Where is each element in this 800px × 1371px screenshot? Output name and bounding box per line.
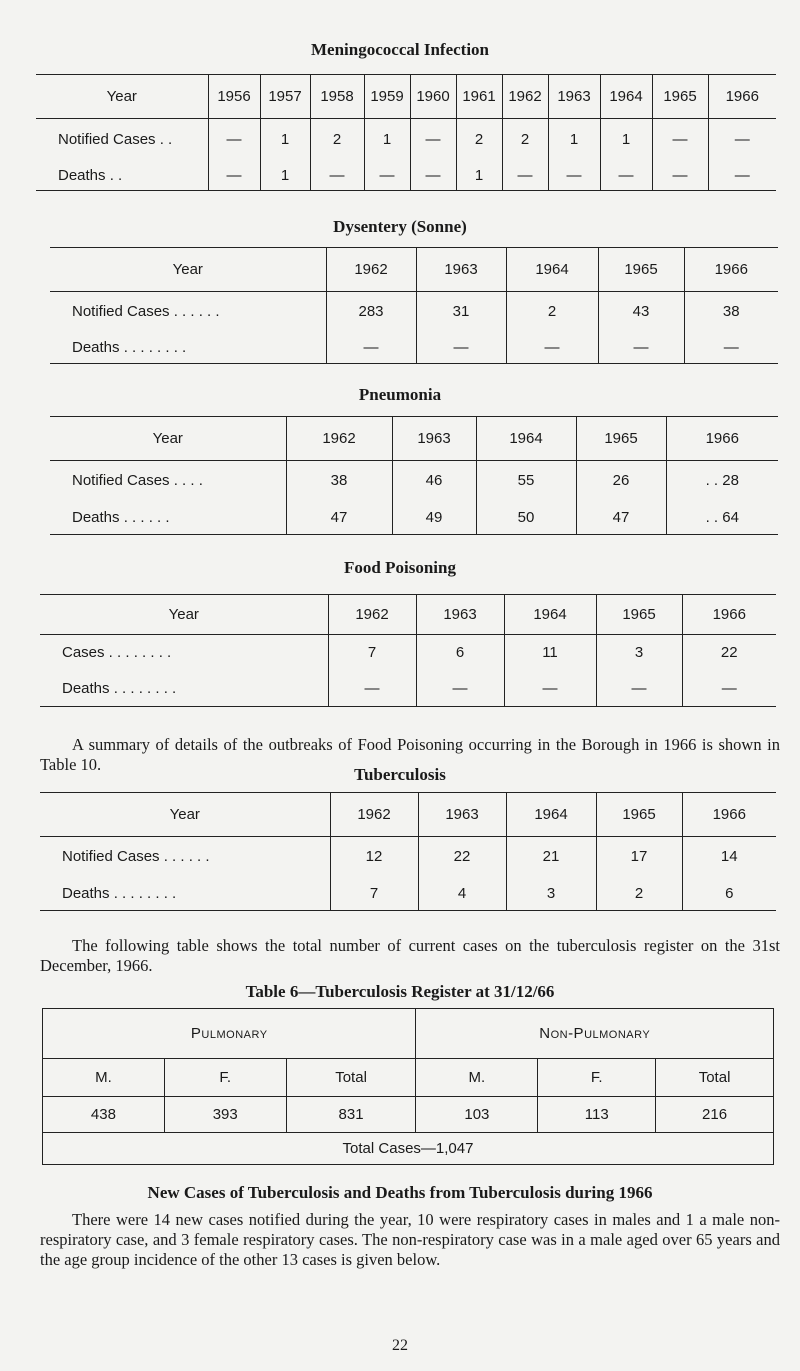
header-cell: 1964	[476, 417, 576, 461]
table-header-row	[40, 793, 776, 837]
table-cell: —	[652, 119, 708, 161]
table-cell: 46	[392, 461, 476, 501]
table-cell: 12	[330, 837, 418, 877]
table-header-row	[40, 595, 776, 635]
dysentery-table	[50, 247, 778, 364]
table-header-row	[36, 75, 776, 119]
new-cases-paragraph	[40, 1210, 780, 1270]
table-cell: 1	[548, 119, 600, 161]
food-poisoning-table	[40, 594, 776, 707]
table-cell: 1	[260, 119, 310, 161]
row-label: Notified Cases . . . . . .	[72, 303, 220, 321]
table-cell: 11	[504, 635, 596, 671]
table-cell: 47	[286, 501, 392, 535]
table-cell: —	[506, 332, 598, 364]
table-cell: —	[326, 332, 416, 364]
table-cell: —	[416, 671, 504, 707]
table-cell: —	[708, 161, 776, 191]
tuberculosis-title: Tuberculosis	[354, 765, 446, 784]
table-cell: 17	[596, 837, 682, 877]
table-cell: —	[310, 161, 364, 191]
table-cell: —	[208, 119, 260, 161]
header-cell: 1961	[456, 75, 502, 119]
table-cell: 283	[326, 292, 416, 332]
register-total-row	[43, 1133, 774, 1165]
table-cell: —	[504, 671, 596, 707]
header-cell: 1965	[576, 417, 666, 461]
register-subheader-row	[43, 1059, 774, 1097]
table-cell: 438	[43, 1097, 165, 1133]
new-cases-text: There were 14 new cases notified during the year, 10 were respiratory cases in males and 1 a male non-respiratory case, and 3 female respiratory cases. The non-respiratory case was in a male aged over 65 years and the age group incidence of the other 13 cases is given below.	[40, 1210, 780, 1269]
total-cases: Total Cases—1,047	[43, 1133, 774, 1165]
register-intro	[40, 936, 780, 976]
header-cell: 1958	[310, 75, 364, 119]
table-cell: —	[548, 161, 600, 191]
table-cell: 2	[506, 292, 598, 332]
table-cell: 831	[286, 1097, 416, 1133]
table-cell: . . 64	[666, 501, 778, 535]
table-cell: 4	[418, 877, 506, 911]
table-cell: —	[410, 119, 456, 161]
table-header-row	[50, 417, 778, 461]
page-number: 22	[392, 1337, 408, 1354]
table-cell: 103	[416, 1097, 538, 1133]
table-cell: —	[596, 671, 682, 707]
row-label: Notified Cases . .	[58, 131, 173, 149]
header-cell: 1959	[364, 75, 410, 119]
header-cell: 1962	[502, 75, 548, 119]
header-cell: 1966	[666, 417, 778, 461]
table-cell: —	[416, 332, 506, 364]
table-cell: 3	[506, 877, 596, 911]
table-row	[36, 119, 776, 161]
row-label: Deaths . . . . . . . .	[62, 679, 177, 697]
header-cell: 1966	[682, 793, 776, 837]
header-cell: 1960	[410, 75, 456, 119]
header-cell: 1964	[506, 793, 596, 837]
table-cell: —	[600, 161, 652, 191]
table-cell: 21	[506, 837, 596, 877]
table-cell: —	[682, 671, 776, 707]
table-cell: —	[328, 671, 416, 707]
table-cell: 3	[596, 635, 682, 671]
header-cell: 1965	[598, 248, 684, 292]
row-label: Notified Cases . . . . . .	[62, 848, 210, 866]
table-row	[40, 671, 776, 707]
table-cell: . . 28	[666, 461, 778, 501]
table-row	[36, 161, 776, 191]
header-cell: Year	[40, 793, 330, 837]
header-cell: 1962	[326, 248, 416, 292]
header-cell: Total	[286, 1059, 416, 1097]
tuberculosis-table	[40, 792, 776, 911]
header-cell: 1962	[286, 417, 392, 461]
pneumonia-table	[50, 416, 778, 535]
table-cell: 47	[576, 501, 666, 535]
table-cell: 1	[600, 119, 652, 161]
summary-text: A summary of details of the outbreaks of Food Poisoning occurring in the Borough in 1966 is shown in Table 10.	[40, 735, 780, 774]
food-poisoning-title: Food Poisoning	[344, 558, 456, 577]
header-cell: 1962	[330, 793, 418, 837]
header-cell: 1963	[418, 793, 506, 837]
header-cell: Total	[656, 1059, 774, 1097]
register-intro-text: The following table shows the total number of current cases on the tuberculosis register on the 31st December, 1966.	[40, 936, 780, 975]
table-cell: 1	[260, 161, 310, 191]
table-row	[40, 635, 776, 671]
header-cell: M.	[416, 1059, 538, 1097]
header-cell: 1964	[504, 595, 596, 635]
new-cases-heading: New Cases of Tuberculosis and Deaths from Tuberculosis during 1966	[147, 1183, 653, 1202]
table-row	[50, 461, 778, 501]
table-cell: 2	[502, 119, 548, 161]
register-title: Table 6—Tuberculosis Register at 31/12/66	[245, 982, 555, 1001]
row-label: Cases . . . . . . . .	[62, 644, 172, 662]
table-cell: 14	[682, 837, 776, 877]
header-cell: 1966	[708, 75, 776, 119]
header-cell: 1964	[506, 248, 598, 292]
table-row	[40, 877, 776, 911]
table-cell: 31	[416, 292, 506, 332]
table-header-row	[50, 248, 778, 292]
table-cell: 2	[596, 877, 682, 911]
row-label: Notified Cases . . . .	[72, 472, 203, 490]
table-cell: —	[598, 332, 684, 364]
table-cell: 49	[392, 501, 476, 535]
table-cell: 38	[286, 461, 392, 501]
header-cell: 1963	[416, 595, 504, 635]
dysentery-title: Dysentery (Sonne)	[333, 217, 467, 236]
row-label: Deaths . .	[58, 166, 123, 184]
table-cell: 216	[656, 1097, 774, 1133]
table-cell: 6	[416, 635, 504, 671]
header-cell: M.	[43, 1059, 165, 1097]
header-cell: Year	[50, 417, 286, 461]
header-cell: F.	[164, 1059, 286, 1097]
header-cell: Year	[40, 595, 328, 635]
table-cell: 50	[476, 501, 576, 535]
table-cell: 22	[418, 837, 506, 877]
table-cell: —	[502, 161, 548, 191]
table-cell: 1	[364, 119, 410, 161]
table-cell: 7	[330, 877, 418, 911]
row-label: Deaths . . . . . . . .	[62, 884, 177, 902]
table-cell: 1	[456, 161, 502, 191]
table-cell: 6	[682, 877, 776, 911]
header-cell: 1966	[682, 595, 776, 635]
table-cell: 26	[576, 461, 666, 501]
header-cell: Year	[50, 248, 326, 292]
meningococcal-table	[36, 74, 776, 191]
table-cell: —	[652, 161, 708, 191]
table-cell: 2	[456, 119, 502, 161]
header-cell: Year	[36, 75, 208, 119]
table-row	[50, 332, 778, 364]
table-cell: 38	[684, 292, 778, 332]
header-cell: F.	[538, 1059, 656, 1097]
register-group-row	[43, 1009, 774, 1059]
table-cell: 22	[682, 635, 776, 671]
header-cell: 1963	[548, 75, 600, 119]
table-cell: —	[708, 119, 776, 161]
header-cell: 1962	[328, 595, 416, 635]
header-cell: 1963	[392, 417, 476, 461]
table-row	[50, 292, 778, 332]
header-cell: 1964	[600, 75, 652, 119]
register-values-row	[43, 1097, 774, 1133]
table-cell: 7	[328, 635, 416, 671]
table-row	[50, 501, 778, 535]
header-cell: 1956	[208, 75, 260, 119]
header-cell: 1963	[416, 248, 506, 292]
pulmonary-header: Pulmonary	[43, 1009, 416, 1059]
meningococcal-title: Meningococcal Infection	[311, 40, 489, 59]
tuberculosis-register-table	[42, 1008, 774, 1165]
non-pulmonary-header: Non-Pulmonary	[416, 1009, 774, 1059]
header-cell: 1965	[652, 75, 708, 119]
table-cell: 55	[476, 461, 576, 501]
table-cell: 2	[310, 119, 364, 161]
table-row	[40, 837, 776, 877]
row-label: Deaths . . . . . . . .	[72, 338, 187, 356]
header-cell: 1966	[684, 248, 778, 292]
pneumonia-title: Pneumonia	[358, 385, 442, 404]
table-cell: 43	[598, 292, 684, 332]
table-cell: 113	[538, 1097, 656, 1133]
row-label: Deaths . . . . . .	[72, 508, 170, 526]
header-cell: 1957	[260, 75, 310, 119]
header-cell: 1965	[596, 793, 682, 837]
table-cell: —	[410, 161, 456, 191]
table-cell: —	[684, 332, 778, 364]
table-cell: —	[208, 161, 260, 191]
table-cell: —	[364, 161, 410, 191]
table-cell: 393	[164, 1097, 286, 1133]
header-cell: 1965	[596, 595, 682, 635]
